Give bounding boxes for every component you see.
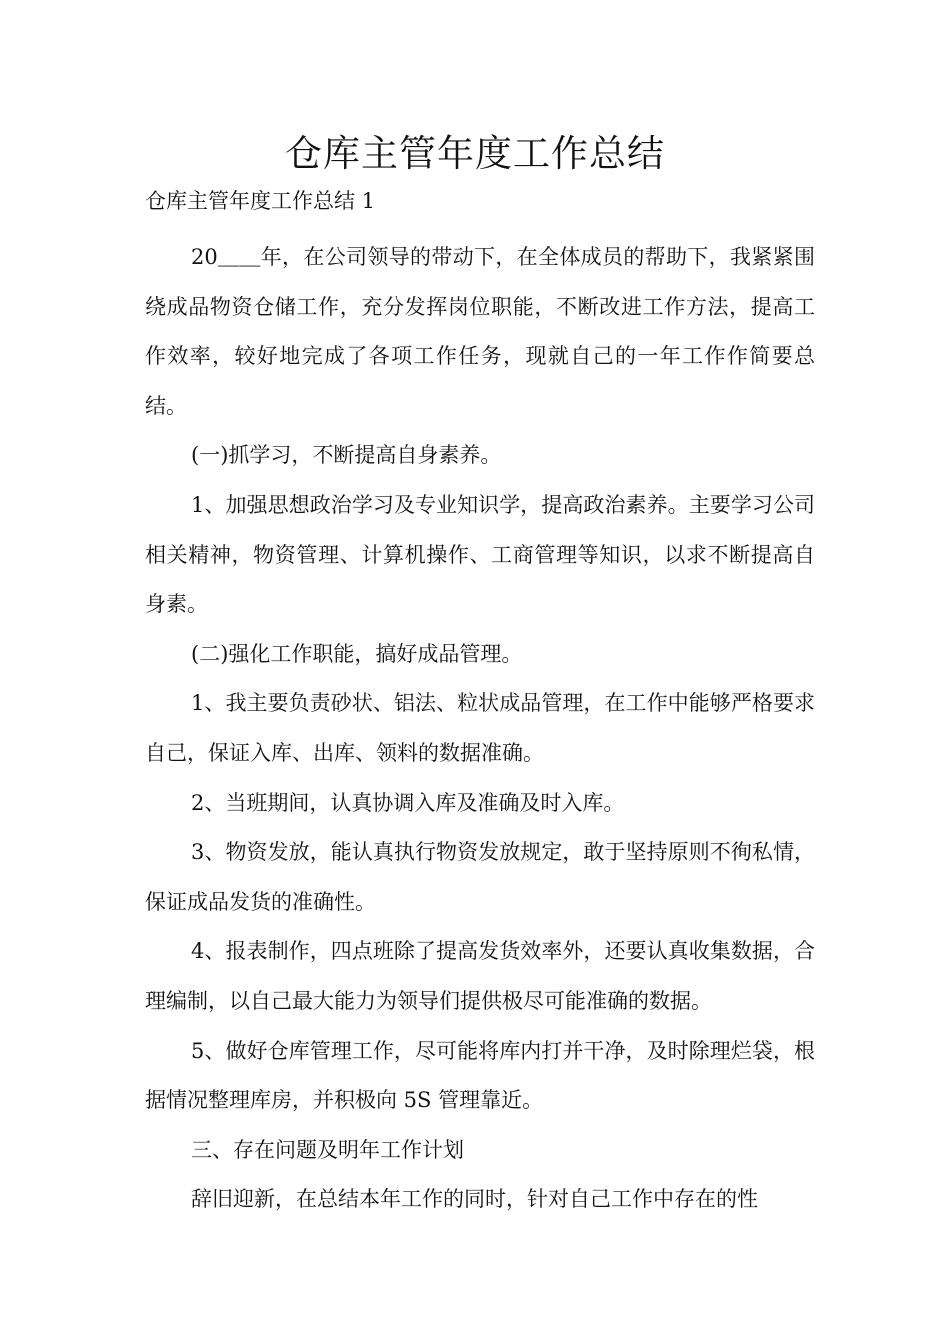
paragraph-management-5: 5、做好仓库管理工作，尽可能将库内打并干净，及时除理烂袋，根据情况整理库房，并积极向 5S 管理靠近。 [145, 1038, 815, 1113]
document-body [145, 233, 815, 1225]
paragraph-plan-intro: 辞旧迎新，在总结本年工作的同时，针对自己工作中存在的性 [191, 1187, 758, 1212]
section-subtitle: 仓库主管年度工作总结 1 [145, 189, 376, 213]
paragraph-heading-management: (二)强化工作职能，搞好成品管理。 [191, 641, 523, 666]
paragraph-management-4: 4、报表制作，四点班除了提高发货效率外，还要认真收集数据，合理编制，以自己最大能力为领导们提供极尽可能准确的数据。 [145, 939, 815, 1013]
document-title: 仓库主管年度工作总结 [285, 132, 665, 175]
paragraph-heading-plan: 三、存在问题及明年工作计划 [191, 1137, 464, 1162]
paragraph-management-2: 2、当班期间，认真协调入库及准确及时入库。 [191, 790, 625, 815]
paragraph-study-1: 1、加强思想政治学习及专业知识学，提高政治素养。主要学习公司相关精神，物资管理、计算机操作、工商管理等知识，以求不断提高自身素。 [145, 492, 815, 617]
paragraph-management-1: 1、我主要负责砂状、铝法、粒状成品管理，在工作中能够严格要求自己，保证入库、出库、领料的数据准确。 [145, 691, 815, 765]
paragraph-heading-study: (一)抓学习，不断提高自身素养。 [191, 443, 502, 468]
paragraph-intro: 20＿＿年，在公司领导的带动下，在全体成员的帮助下，我紧紧围绕成品物资仓储工作，充分发挥岗位职能，不断改进工作方法，提高工作效率，较好地完成了各项工作任务，现就自己的一年工作作简要总结。 [145, 245, 815, 418]
paragraph-management-3: 3、物资发放，能认真执行物资发放规定，敢于坚持原则不徇私情，保证成品发货的准确性。 [145, 840, 815, 914]
